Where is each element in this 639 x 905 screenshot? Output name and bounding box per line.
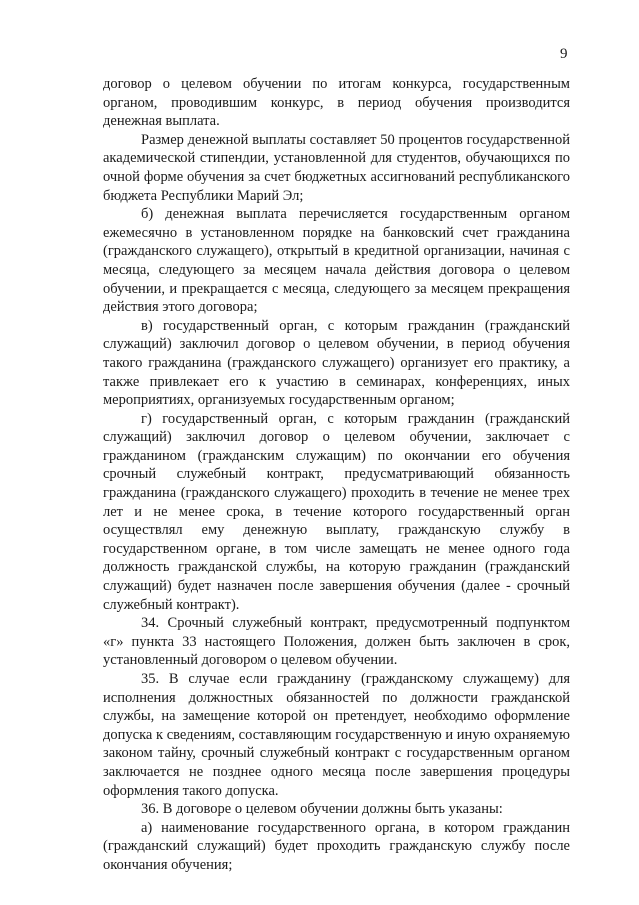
paragraph-36-item-a: а) наименование государственного органа, в котором гражданин (гражданский служащий) будет проходить гражданскую службу после окончания обучения;: [103, 819, 570, 873]
paragraph-payment-amount: Размер денежной выплаты составляет 50 процентов государственной академической стипендии, установленной для студентов, обучающихся по очной форме обучения за счет бюджетных ассигнований республиканского бюджета Республики Марий Эл;: [103, 131, 570, 204]
paragraph-item-g: г) государственный орган, с которым гражданин (гражданский служащий) заключил договор о целевом обучении, заключает с гражданином (гражданским служащим) по окончании его обучения срочный служебный контракт, предусматривающий обязанность гражданина (гражданского служащего) проходить в течение не менее трех лет и не менее срока, в течение которого государственный орган осуществлял ему денежную выплату, гражданскую службу в государственном органе, в том числе замещать не менее одного года должность гражданской службы, на которую гражданин (гражданский служащий) будет назначен после завершения обучения (далее - срочный служебный контракт).: [103, 410, 570, 613]
paragraph-item-v: в) государственный орган, с которым гражданин (гражданский служащий) заключил договор о целевом обучении, в период обучения такого гражданина (гражданского служащего) организует его практику, а также привлекает его к участию в семинарах, конференциях, иных мероприятиях, организуемых государственным органом;: [103, 317, 570, 409]
page-number: 9: [560, 46, 568, 62]
paragraph-36: 36. В договоре о целевом обучении должны быть указаны:: [141, 801, 503, 818]
paragraph-item-b: б) денежная выплата перечисляется государственным органом ежемесячно в установленном порядке на банковский счет гражданина (гражданского служащего), открытый в кредитной организации, начиная с месяца, следующего за месяцем начала действия договора о целевом обучении, и прекращается с месяца, следующего за месяцем прекращения действия этого договора;: [103, 206, 570, 316]
paragraph-35: 35. В случае если гражданину (гражданскому служащему) для исполнения должностных обязанностей по должности гражданской службы, на замещение которой он претендует, необходимо оформление допуска к сведениям, составляющим государственную и иную охраняемую законом тайну, срочный служебный контракт с государственным органом заключается не позднее одного месяца после завершения процедуры оформления такого допуска.: [103, 671, 570, 799]
document-body: [103, 75, 570, 875]
paragraph-continuation: договор о целевом обучении по итогам конкурса, государственным органом, проводившим конкурс, в период обучения производится денежная выплата.: [103, 76, 570, 130]
paragraph-34: 34. Срочный служебный контракт, предусмотренный подпунктом «г» пункта 33 настоящего Положения, должен быть заключен в срок, установленный договором о целевом обучении.: [103, 615, 570, 669]
